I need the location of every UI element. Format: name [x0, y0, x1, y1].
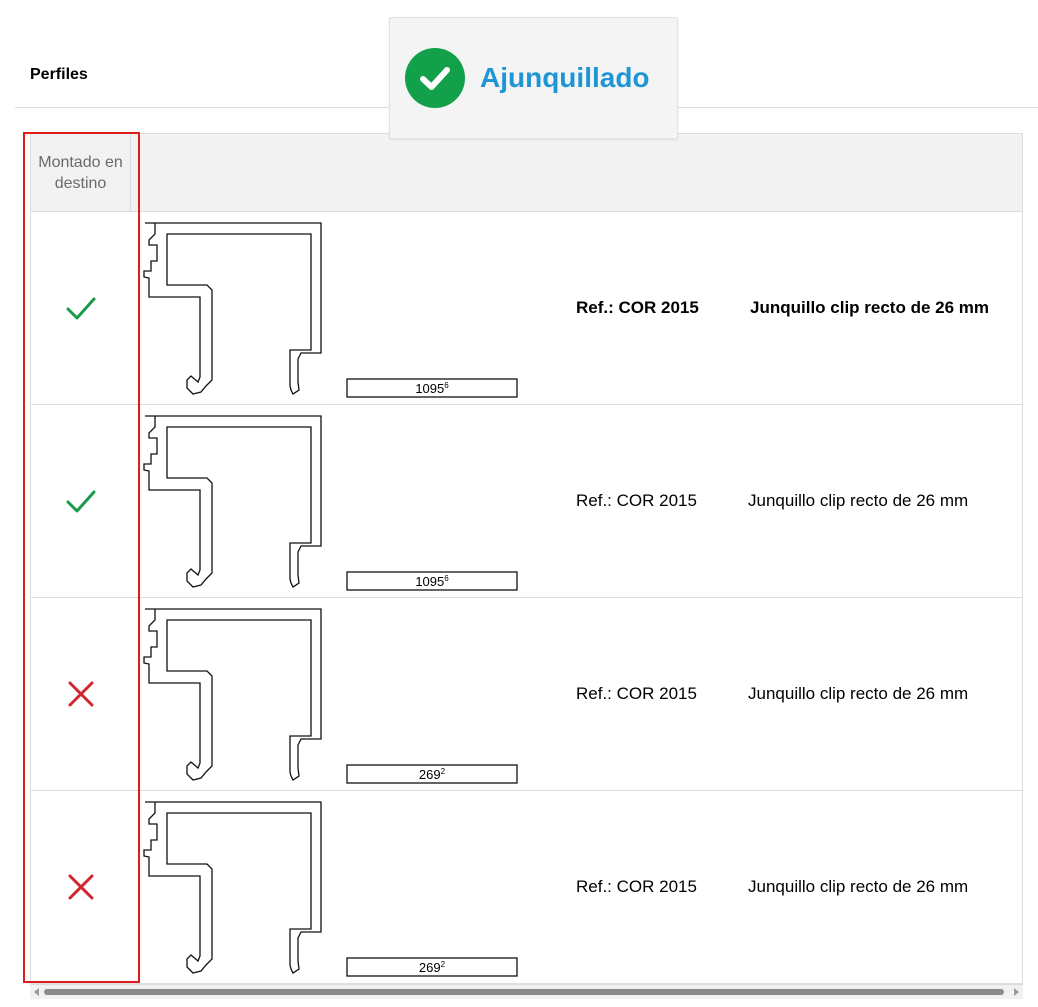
profile-description: Junquillo clip recto de 26 mm: [748, 877, 969, 896]
profile-ref: Ref.: COR 2015: [576, 298, 699, 317]
status-popup: [389, 17, 678, 139]
scroll-right-arrow-icon[interactable]: [1009, 985, 1023, 999]
profile-ref: Ref.: COR 2015: [576, 684, 697, 703]
horizontal-scrollbar[interactable]: [30, 985, 1023, 999]
header-mounted-at-destination[interactable]: Montado en destino: [31, 134, 131, 211]
status-label: Ajunquillado: [480, 62, 650, 93]
check-icon: [65, 485, 97, 517]
profile-drawing: [141, 608, 531, 786]
cross-icon: [65, 678, 97, 710]
profile-description: Junquillo clip recto de 26 mm: [748, 684, 969, 703]
table-row[interactable]: [31, 598, 1022, 791]
profile-drawing: [141, 801, 531, 979]
profile-description: Junquillo clip recto de 26 mm: [750, 298, 989, 317]
profile-ref: Ref.: COR 2015: [576, 491, 697, 510]
table-row[interactable]: [31, 791, 1022, 984]
length-label: $269^2$: [418, 767, 446, 782]
section-title: Perfiles: [30, 66, 88, 83]
profile-drawing: [141, 222, 531, 400]
scrollbar-thumb[interactable]: [44, 989, 1004, 995]
table-header: [31, 134, 1022, 212]
cross-icon: [65, 871, 97, 903]
table-row[interactable]: [31, 212, 1022, 405]
scroll-left-arrow-icon[interactable]: [30, 985, 44, 999]
length-label: $269^2$: [418, 960, 446, 975]
profile-description: Junquillo clip recto de 26 mm: [748, 491, 969, 510]
length-label: 1095$^6$: [415, 574, 449, 589]
profiles-table: [30, 133, 1023, 985]
profile-ref: Ref.: COR 2015: [576, 877, 697, 896]
check-circle-icon: [405, 48, 465, 108]
profile-drawing: [141, 415, 531, 593]
table-row[interactable]: [31, 405, 1022, 598]
check-icon: [65, 292, 97, 324]
length-label: 1095$^6$: [415, 381, 449, 396]
